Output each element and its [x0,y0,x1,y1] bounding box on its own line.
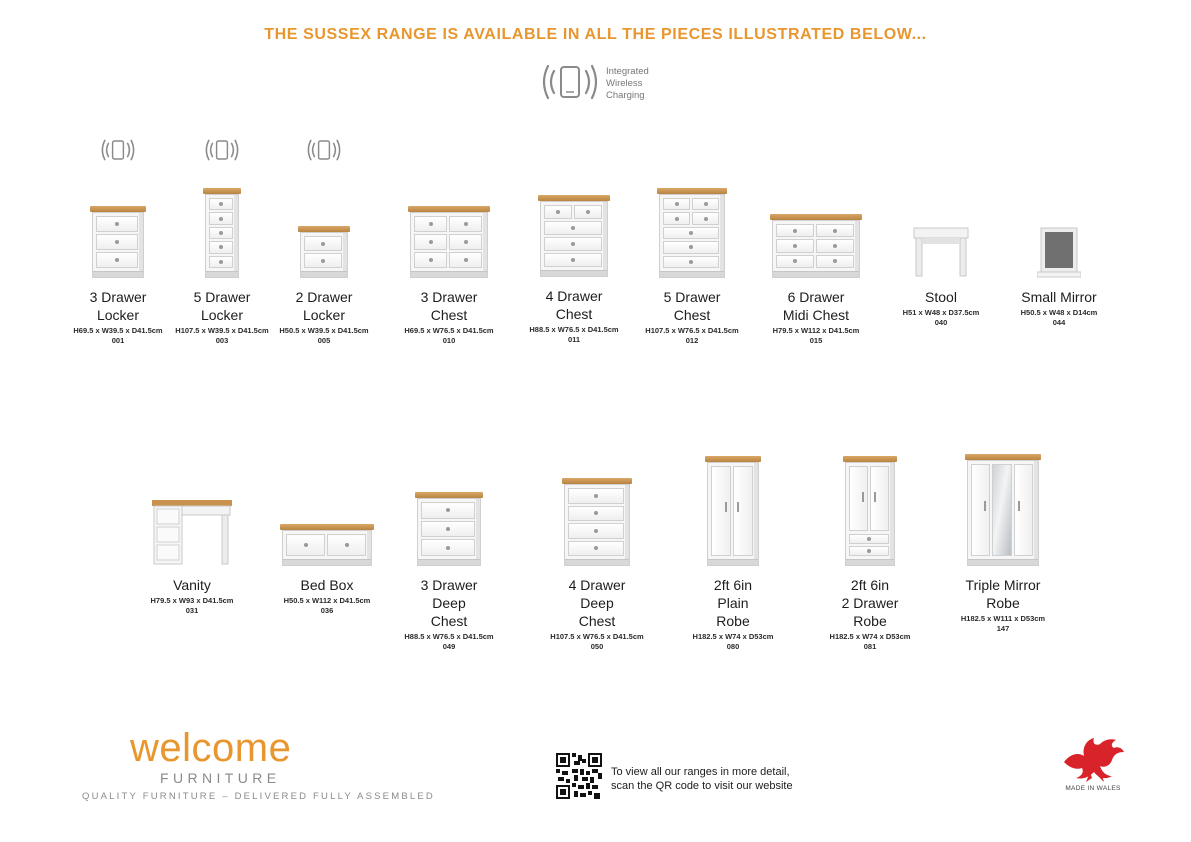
product-image [967,454,1039,566]
product-name: 5 Drawer [663,289,721,305]
product-dimensions: H79.5 x W93 x D41.5cm [150,596,234,605]
product-image [282,524,372,566]
product-name: 3 Drawer [89,289,147,305]
product-bed-box [262,456,392,616]
brand-logo [130,728,360,786]
product-name: 4 Drawer [545,288,603,304]
product-name: 2 Drawer [841,595,899,611]
product-small-mirror [994,168,1124,328]
product-name: 6 Drawer [787,289,845,305]
product-name: Deep [580,595,614,611]
product-dimensions: H182.5 x W111 x D53cm [960,614,1046,623]
product-image [92,206,144,278]
product-image [205,188,239,278]
product-code: 012 [685,336,699,345]
product-dimensions: H69.5 x W39.5 x D41.5cm [73,326,163,335]
product-dimensions: H69.5 x W76.5 x D41.5cm [404,326,494,335]
product-code: 003 [215,336,229,345]
product-name: 2ft 6in [850,577,890,593]
product-image [152,500,232,566]
product-image [300,226,348,278]
product-image [417,492,481,566]
product-4-drawer-chest [509,167,639,345]
product-4-drawer-deep-chest [532,456,662,652]
product-name: Robe [986,595,1020,611]
product-dimensions: H50.5 x W48 x D14cm [1020,308,1098,317]
product-name: Robe [716,613,750,629]
brand-sub: FURNITURE [160,770,281,786]
product-2ft-6in-2-drawer-robe [805,456,935,652]
page-title: THE SUSSEX RANGE IS AVAILABLE IN ALL THE PIECES ILLUSTRATED BELOW... [264,26,927,43]
product-name: Chest [673,307,711,323]
product-name: Small Mirror [1021,289,1097,305]
product-dimensions: H50.5 x W112 x D41.5cm [283,596,371,605]
product-name: Chest [578,613,616,629]
product-3-drawer-chest [384,168,514,346]
product-dimensions: H79.5 x W112 x D41.5cm [772,326,860,335]
product-image [540,195,608,277]
wireless-charging-icon [540,62,600,102]
product-name: Locker [200,307,244,323]
legend-line: Charging [606,90,645,101]
product-name: Robe [853,613,887,629]
qr-line: scan the QR code to visit our website [611,780,793,792]
wireless-charging-icon [306,138,342,162]
product-name: Chest [430,307,468,323]
product-dimensions: H50.5 x W39.5 x D41.5cm [279,326,369,335]
product-triple-mirror-robe [938,456,1068,634]
welsh-dragon-icon [1060,732,1126,784]
product-image [1037,226,1081,278]
product-6-drawer-midi-chest [751,168,881,346]
product-code: 036 [320,606,334,615]
product-code: 081 [863,642,877,651]
product-vanity [127,456,257,616]
product-code: 044 [1052,318,1066,327]
product-name: 2ft 6in [713,577,753,593]
product-image [659,188,725,278]
qr-code[interactable] [556,753,602,799]
product-name: Triple Mirror [965,577,1041,593]
brand-tagline: QUALITY FURNITURE – DELIVERED FULLY ASSEMBLED [82,791,435,802]
product-dimensions: H88.5 x W76.5 x D41.5cm [529,325,619,334]
product-code: 001 [111,336,125,345]
product-dimensions: H182.5 x W74 x D53cm [829,632,911,641]
product-name: Bed Box [300,577,354,593]
product-name: Locker [302,307,346,323]
product-dimensions: H107.5 x W76.5 x D41.5cm [550,632,644,641]
product-code: 147 [996,624,1010,633]
product-code: 049 [442,642,456,651]
product-dimensions: H107.5 x W39.5 x D41.5cm [175,326,269,335]
product-image [564,478,630,566]
product-image [410,206,488,278]
product-3-drawer-deep-chest [384,456,514,652]
product-name: 4 Drawer [568,577,626,593]
product-2-drawer-locker [259,138,389,346]
product-code: 011 [567,335,581,344]
product-image [707,456,759,566]
product-code: 031 [185,606,199,615]
legend-line: Integrated [606,66,649,77]
product-dimensions: H107.5 x W76.5 x D41.5cm [645,326,739,335]
product-name: Plain [717,595,749,611]
product-dimensions: H88.5 x W76.5 x D41.5cm [404,632,494,641]
product-name: Chest [430,613,468,629]
product-image [912,226,970,278]
product-image [772,214,860,278]
product-dimensions: H51 x W48 x D37.5cm [902,308,980,317]
product-name: 5 Drawer [193,289,251,305]
made-in-wales: MADE IN WALES [1065,785,1121,792]
product-name: Midi Chest [782,307,850,323]
product-2ft-6in-plain-robe [668,456,798,652]
product-name: 2 Drawer [295,289,353,305]
product-name: Stool [925,289,957,305]
product-name: Chest [555,306,593,322]
product-name: 3 Drawer [420,289,478,305]
wireless-charging-icon [100,138,136,162]
product-stool [876,168,1006,328]
product-code: 005 [317,336,331,345]
qr-instructions [611,765,793,793]
brand-name: welcome [130,726,292,770]
wireless-charging-icon [204,138,240,162]
product-code: 010 [442,336,456,345]
product-code: 080 [726,642,740,651]
product-code: 015 [809,336,823,345]
product-code: 040 [934,318,948,327]
product-name: Locker [96,307,140,323]
product-name: 3 Drawer [420,577,478,593]
product-name: Vanity [173,577,211,593]
wireless-charging-legend [540,62,680,106]
product-code: 050 [590,642,604,651]
product-5-drawer-chest [627,168,757,346]
product-image [845,456,895,566]
legend-line: Wireless [606,78,643,89]
product-dimensions: H182.5 x W74 x D53cm [692,632,774,641]
product-name: Deep [432,595,466,611]
qr-line: To view all our ranges in more detail, [611,766,790,778]
